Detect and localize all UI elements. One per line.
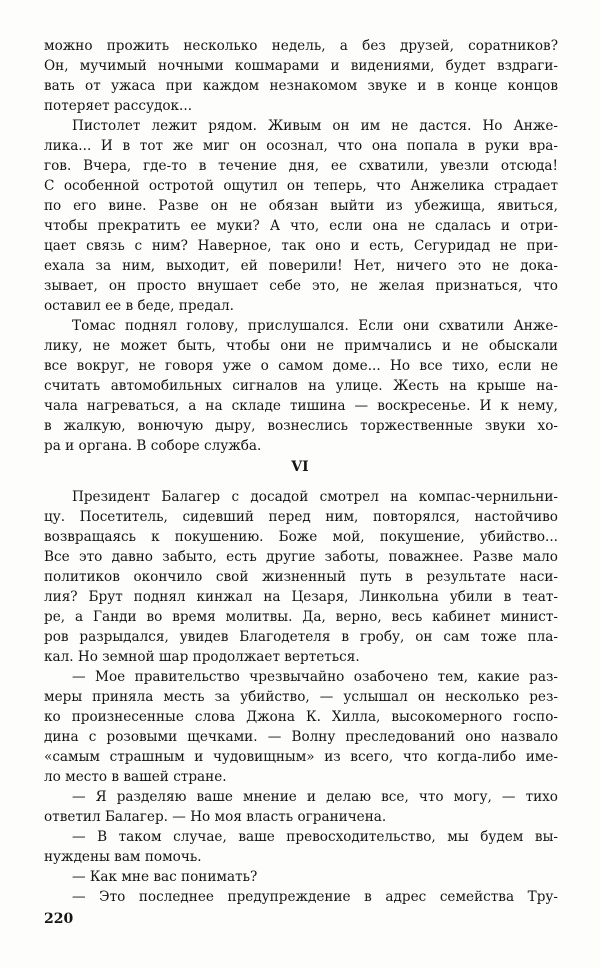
text-line: Все это давно забыто, есть другие заботы, поважнее. Разве мало — [44, 549, 558, 565]
paragraph — [44, 667, 558, 787]
paragraph — [44, 116, 558, 316]
text-line: чтобы прекратить ее муки? А что, если она не сдалась и отри- — [44, 218, 558, 234]
text-section-after-chapter — [44, 487, 558, 907]
text-line: цу. Посетитель, сидевший перед ним, повторялся, настойчиво — [44, 509, 558, 525]
text-line: ответил Балагер. — Но моя власть ограничена. — [44, 809, 387, 825]
text-line: Он, мучимый ночными кошмарами и видениями, будет вздраги- — [44, 58, 558, 74]
text-line: оставил ее в беде, предал. — [44, 298, 235, 314]
text-line: лика... И в тот же миг он осознал, что она попала в руки вра- — [44, 138, 558, 154]
chapter-heading: VI — [291, 459, 309, 475]
text-line: — Я разделяю ваше мнение и делаю все, что могу, — тихо — [72, 789, 558, 805]
text-line: можно прожить несколько недель, а без друзей, соратников? — [44, 38, 558, 54]
paragraph — [44, 867, 558, 887]
paragraph — [44, 787, 558, 827]
text-line: потеряет рассудок... — [44, 98, 193, 114]
text-line: Пистолет лежит рядом. Живым он им не дастся. Но Анже- — [72, 118, 558, 134]
text-line: Президент Балагер с досадой смотрел на компас-чернильни- — [72, 489, 558, 505]
text-line: ра и органа. В соборе служба. — [44, 438, 262, 454]
text-line: — В таком случае, ваше превосходительство, мы будем вы- — [72, 829, 558, 845]
text-line: ехала за ним, выходит, ей поверили! Нет, ничего это не дока- — [44, 258, 558, 274]
text-section-before-chapter — [44, 36, 558, 456]
text-line: Томас поднял голову, прислушался. Если они схватили Анже- — [72, 318, 558, 334]
text-line: в жалкую, вонючую дыру, вознеслись торжественные звуки хо- — [44, 418, 558, 434]
text-line: меры приняла месть за убийство, — услышал он несколько рез- — [44, 689, 558, 705]
text-line: ло место в вашей стране. — [44, 769, 227, 785]
text-line: считать автомобильных сигналов на улице. Жесть на крыше на- — [44, 378, 558, 394]
text-line: ко произнесенные слова Джона К. Хилла, высокомерного госпо- — [44, 709, 558, 725]
text-line: ров разрыдался, увидев Благодетеля в гробу, он сам тоже пла- — [44, 629, 558, 645]
page-number: 220 — [44, 911, 74, 927]
text-line: — Мое правительство чрезвычайно озабочено тем, какие раз- — [72, 669, 558, 685]
text-line: гов. Вчера, где-то в течение дня, ее схватили, увезли отсюда! — [44, 158, 558, 174]
text-line: дина с розовыми щечками. — Волну преследований оно назвало — [44, 729, 558, 745]
text-line: лия? Брут поднял кинжал на Цезаря, Линкольна убили в теат- — [44, 589, 558, 605]
text-line: вать от ужаса при каждом незнакомом звуке и в конце концов — [44, 78, 558, 94]
text-line: по его вине. Разве он не обязан выйти из убежища, явиться, — [44, 198, 558, 214]
text-line: чала нагреваться, а на складе тишина — воскресенье. И к нему, — [44, 398, 558, 414]
text-line: лику, не может быть, чтобы они не примчались и не обыскали — [44, 338, 558, 354]
paragraph — [44, 487, 558, 667]
text-line: цает связь с ним? Наверное, так оно и есть, Сегуридад не при- — [44, 238, 558, 254]
text-line: нуждены вам помочь. — [44, 849, 202, 865]
paragraph — [44, 316, 558, 456]
text-line: — Это последнее предупреждение в адрес семейства Тру- — [72, 889, 558, 905]
text-line: зывает, он просто внушает себе это, не желая признаться, что — [44, 278, 558, 294]
text-line: кал. Но земной шар продолжает вертеться. — [44, 649, 360, 665]
text-line: ре, а Ганди во время молитвы. Да, верно, весь кабинет минист- — [44, 609, 558, 625]
text-line: возвращаясь к покушению. Боже мой, покушение, убийство... — [44, 529, 558, 545]
text-line: политиков окончило свой жизненный путь в результате наси- — [44, 569, 558, 585]
paragraph — [44, 36, 558, 116]
text-line: «самым страшным и чудовищным» из всего, что когда-либо име- — [44, 749, 558, 765]
paragraph — [44, 827, 558, 867]
paragraph — [44, 887, 558, 907]
text-line: С особенной остротой ощутил он теперь, что Анжелика страдает — [44, 178, 558, 194]
text-line: все вокруг, не говоря уже о самом доме... Но все тихо, если не — [44, 358, 558, 374]
text-line: — Как мне вас понимать? — [72, 869, 258, 885]
